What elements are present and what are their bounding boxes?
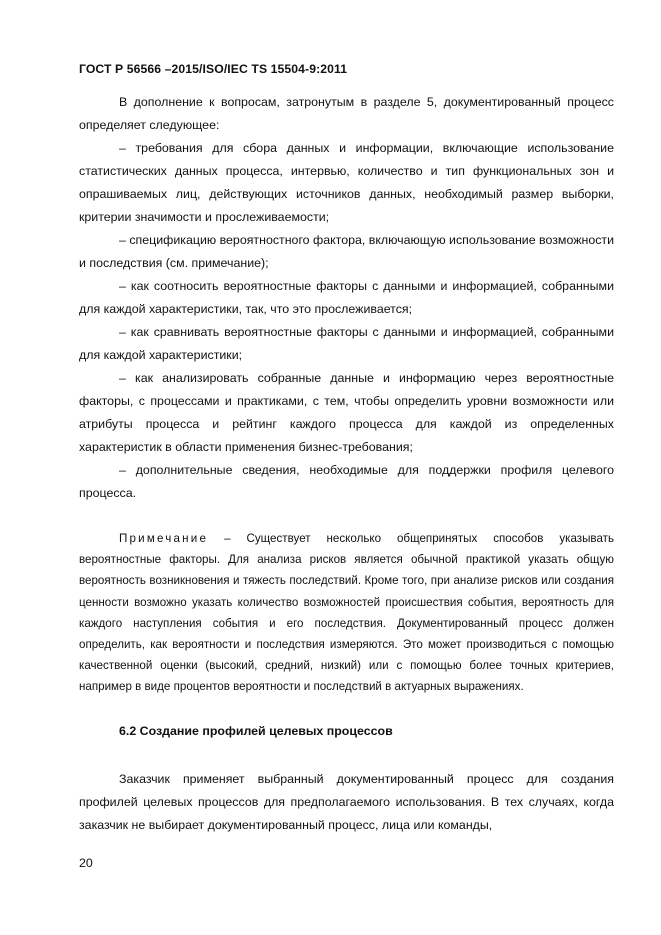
section-heading: 6.2 Создание профилей целевых процессов <box>119 723 393 738</box>
list-item: – как сравнивать вероятностные факторы с данными и информацией, собранными для каждой характеристики; <box>79 325 614 362</box>
list-item: – требования для сбора данных и информации, включающие использование статистических данных процесса, интервью, количество и тип функциональных зон и опрашиваемых лиц, действующих источников данных, необходимый размер выборки, критерии значимости и прослеживаемости; <box>79 141 614 224</box>
note-paragraph <box>79 528 614 698</box>
body-text <box>79 91 614 837</box>
note-text: Существует несколько общепринятых способов указывать вероятностные факторы. Для анализа рисков является обычной практикой указать общую вероятность возникновения и тяжесть последствий. Кроме того, при анализе рисков или создания ценности возможно указать количество возможностей происшествия события, вероятность для каждого наступления события и его последствия. Документированный процесс должен определить, как вероятности и последствия измеряются. Это может производиться с помощью качественной оценки (высокий, средний, низкий) или с помощью более точных критериев, например в виде процентов вероятности и последствий в актуарных выражениях. <box>79 532 614 694</box>
note-label: Примечание <box>119 532 209 545</box>
list-item: – как соотносить вероятностные факторы с данными и информацией, собранными для каждой характеристики, так, что это прослеживается; <box>79 279 614 316</box>
list-item: – как анализировать собранные данные и информацию через вероятностные факторы, с процессами и практиками, с тем, чтобы определить уровни возможности или атрибуты процесса и рейтинг каждого процесса для каждой из определенных характеристик в области применения бизнес-требования; <box>79 371 614 454</box>
page-number: 20 <box>79 856 93 870</box>
intro-paragraph: В дополнение к вопросам, затронутым в разделе 5, документированный процесс определяет следующее: <box>79 95 614 132</box>
list-item: – спецификацию вероятностного фактора, включающую использование возможности и последствия (см. примечание); <box>79 233 615 270</box>
list-item: – дополнительные сведения, необходимые для поддержки профиля целевого процесса. <box>79 463 614 500</box>
note-dash: – <box>208 532 247 545</box>
document-header: ГОСТ Р 56566 –2015/ISO/IEC TS 15504-9:2011 <box>79 62 348 76</box>
section-paragraph: Заказчик применяет выбранный документированный процесс для создания профилей целевых процессов для предполагаемого использования. В тех случаях, когда заказчик не выбирает документированный процесс, лица или команды, <box>79 771 614 832</box>
